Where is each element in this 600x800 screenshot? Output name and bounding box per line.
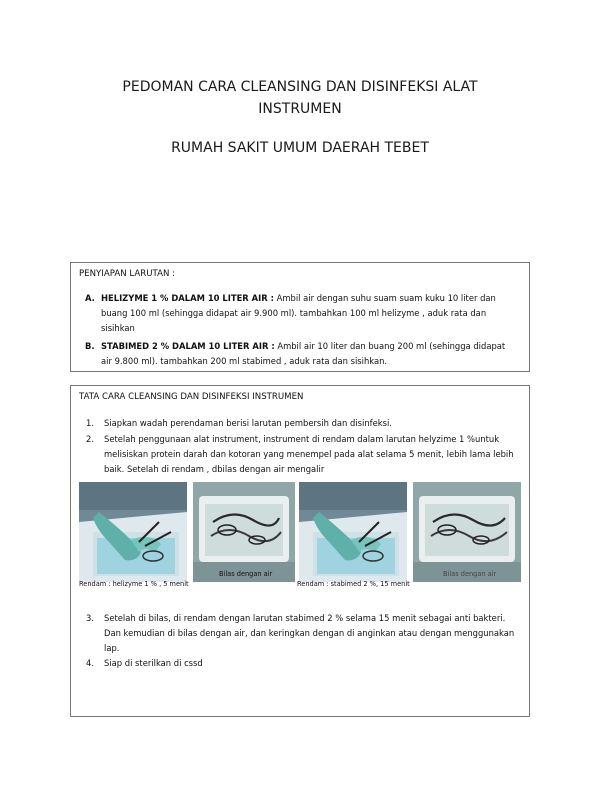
photo-caption: Rendam : helizyme 1 % , 5 menit <box>79 580 189 588</box>
photo-caption: Bilas dengan air <box>219 570 273 578</box>
photo-row <box>79 482 523 582</box>
rinse-water-photo <box>193 482 295 582</box>
step-text: Siapkan wadah perendaman berisi larutan pembersih dan disinfeksi. <box>104 418 392 428</box>
preparation-header: PENYIAPAN LARUTAN : <box>79 269 176 279</box>
preparation-box <box>70 262 530 372</box>
document-title <box>60 76 540 120</box>
step-number: 3. <box>86 613 94 623</box>
document-subtitle: RUMAH SAKIT UMUM DAERAH TEBET <box>171 140 429 156</box>
title-line-1b: INSTRUMEN <box>258 101 342 117</box>
step-text: Setelah di bilas, di rendam dengan larutan stabimed 2 % selama 15 menit sebagai anti bakteri. Dan kemudian di bilas dengan air, dan keringkan dengan di anginkan atau dengan menggunakan lap. <box>104 613 515 653</box>
procedure-step <box>86 416 517 431</box>
step-number: 4. <box>86 658 94 668</box>
preparation-item-b <box>85 339 517 369</box>
item-letter: A. <box>85 293 95 303</box>
title-line-1: PEDOMAN CARA CLEANSING DAN DISINFEKSI ALAT <box>122 79 478 95</box>
step-number: 2. <box>86 434 94 444</box>
procedure-step <box>86 656 517 671</box>
photo-caption: Rendam : stabimed 2 %, 15 menit <box>297 580 410 588</box>
procedure-step <box>86 611 517 656</box>
item-heading: STABIMED 2 % DALAM 10 LITER AIR : <box>101 341 275 351</box>
item-heading: HELIZYME 1 % DALAM 10 LITER AIR : <box>101 293 274 303</box>
procedure-box <box>70 385 530 717</box>
item-text: Ambil air 10 liter dan buang 200 ml (sehingga didapat air 9.800 ml). tambahkan 200 ml stabimed , aduk rata dan sisihkan. <box>101 341 506 366</box>
soak-helizyme-photo <box>79 482 187 582</box>
step-number: 1. <box>86 418 94 428</box>
preparation-item-a <box>85 291 517 336</box>
procedure-header: TATA CARA CLEANSING DAN DISINFEKSI INSTRUMEN <box>79 392 304 402</box>
photo-caption: Bilas dengan air <box>443 570 497 578</box>
soak-stabimed-photo <box>299 482 407 582</box>
item-letter: B. <box>85 341 95 351</box>
step-text: Siap di sterilkan di cssd <box>104 658 203 668</box>
step-text: Setelah penggunaan alat instrument, instrument di rendam dalam larutan helyzime 1 %untuk melisiskan protein darah dan kotoran yang menempel pada alat selama 5 menit, lebih lama lebih baik. Setelah di rendam , dbilas dengan air mengalir <box>104 434 514 474</box>
rinse-water-photo-2 <box>413 482 521 582</box>
item-text: Ambil air dengan suhu suam suam kuku 10 liter dan buang 100 ml (sehingga didapat air 9.900 ml). tambahkan 100 ml helizyme , aduk rata dan sisihkan <box>101 293 496 333</box>
procedure-step <box>86 432 517 477</box>
